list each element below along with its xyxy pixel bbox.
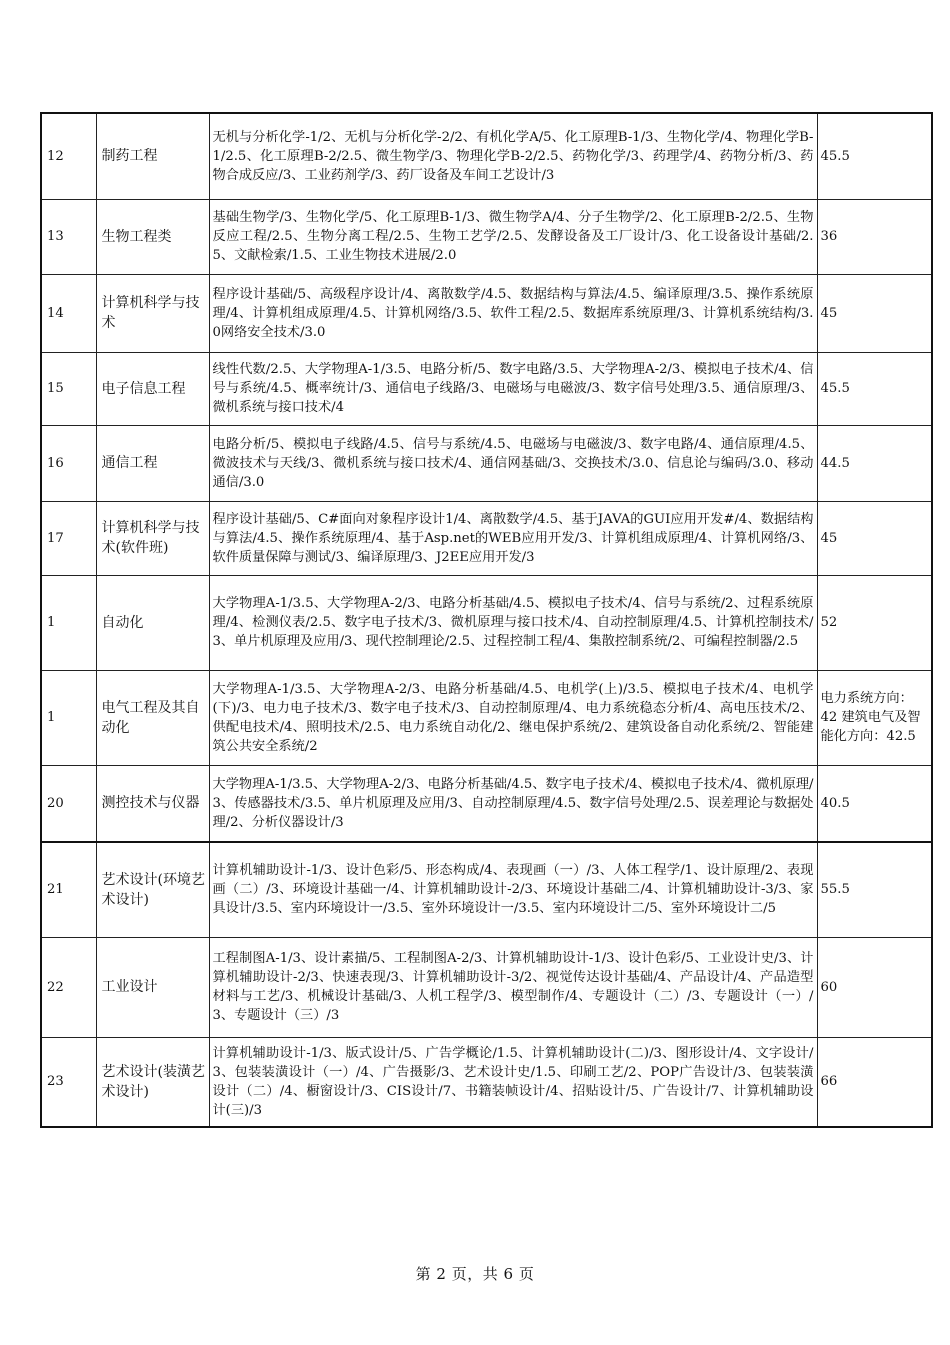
total-credits: 52 bbox=[817, 575, 932, 670]
total-credits: 66 bbox=[817, 1037, 932, 1127]
table-row bbox=[41, 670, 932, 765]
course-list: 程序设计基础/5、高级程序设计/4、离散数学/4.5、数据结构与算法/4.5、编译原理/3.5、操作系统原理/4、计算机组成原理/4.5、计算机网络/3.5、软件工程/2.5、数据库系统原理/3、计算机系统结构/3.0网络安全技术/3.0 bbox=[209, 274, 817, 352]
course-table bbox=[40, 112, 933, 1128]
major-name: 通信工程 bbox=[96, 425, 209, 501]
table-row bbox=[41, 113, 932, 199]
total-credits: 40.5 bbox=[817, 765, 932, 842]
course-list: 计算机辅助设计-1/3、设计色彩/5、形态构成/4、表现画（一）/3、人体工程学/1、设计原理/2、表现画（二）/3、环境设计基础一/4、计算机辅助设计-2/3、环境设计基础二/4、计算机辅助设计-3/3、家具设计/3.5、室内环境设计一/3.5、室外环境设计一/3.5、室内环境设计二/5、室外环境设计二/5 bbox=[209, 842, 817, 937]
total-credits: 45 bbox=[817, 274, 932, 352]
page-footer: 第 2 页，共 6 页 bbox=[415, 1265, 535, 1283]
major-name: 电子信息工程 bbox=[96, 352, 209, 425]
course-list: 大学物理A-1/3.5、大学物理A-2/3、电路分析基础/4.5、模拟电子技术/4、信号与系统/2、过程系统原理/4、检测仪表/2.5、数字电子技术/3、微机原理与接口技术/4、自动控制原理/4.5、计算机控制技术/3、单片机原理及应用/3、现代控制理论/2.5、过程控制工程/4、集散控制系统/2、可编程控制器/2.5 bbox=[209, 575, 817, 670]
course-list: 电路分析/5、模拟电子线路/4.5、信号与系统/4.5、电磁场与电磁波/3、数字电路/4、通信原理/4.5、微波技术与天线/3、微机系统与接口技术/4、通信网基础/3、交换技术/3.0、信息论与编码/3.0、移动通信/3.0 bbox=[209, 425, 817, 501]
major-name: 艺术设计(装潢艺术设计) bbox=[96, 1037, 209, 1127]
total-credits: 55.5 bbox=[817, 842, 932, 937]
table-row bbox=[41, 842, 932, 937]
total-credits: 45.5 bbox=[817, 352, 932, 425]
course-list: 大学物理A-1/3.5、大学物理A-2/3、电路分析基础/4.5、电机学(上)/3.5、模拟电子技术/4、电机学(下)/3、电力电子技术/3、数字电子技术/3、自动控制原理/4、电力系统稳态分析/4、高电压技术/2、供配电技术/4、照明技术/2.5、电力系统自动化/2、继电保护系统/2、建筑设备自动化系统/2、智能建筑公共安全系统/2 bbox=[209, 670, 817, 765]
major-name: 工业设计 bbox=[96, 937, 209, 1037]
row-number: 16 bbox=[41, 425, 96, 501]
total-credits: 45 bbox=[817, 501, 932, 575]
course-list: 工程制图A-1/3、设计素描/5、工程制图A-2/3、计算机辅助设计-1/3、设计色彩/5、工业设计史/3、计算机辅助设计-2/3、快速表现/3、计算机辅助设计-3/2、视觉传达设计基础/4、产品设计/4、产品造型材料与工艺/3、机械设计基础/3、人机工程学/3、模型制作/4、专题设计（二）/3、专题设计（一）/3、专题设计（三）/3 bbox=[209, 937, 817, 1037]
table-row bbox=[41, 1037, 932, 1127]
total-credits: 60 bbox=[817, 937, 932, 1037]
major-name: 艺术设计(环境艺术设计) bbox=[96, 842, 209, 937]
major-name: 生物工程类 bbox=[96, 199, 209, 274]
table-row bbox=[41, 352, 932, 425]
table-row bbox=[41, 501, 932, 575]
course-list: 计算机辅助设计-1/3、版式设计/5、广告学概论/1.5、计算机辅助设计(二)/3、图形设计/4、文字设计/3、包装装潢设计（一）/4、广告摄影/3、艺术设计史/1.5、印刷工艺/2、POP广告设计/3、包装装潢设计（二）/4、橱窗设计/3、CIS设计/7、书籍装帧设计/4、招贴设计/5、广告设计/7、计算机辅助设计(三)/3 bbox=[209, 1037, 817, 1127]
table-row bbox=[41, 425, 932, 501]
course-list: 大学物理A-1/3.5、大学物理A-2/3、电路分析基础/4.5、数字电子技术/4、模拟电子技术/4、微机原理/3、传感器技术/3.5、单片机原理及应用/3、自动控制原理/4.5、数字信号处理/2.5、误差理论与数据处理/2、分析仪器设计/3 bbox=[209, 765, 817, 842]
row-number: 1 bbox=[41, 670, 96, 765]
row-number: 20 bbox=[41, 765, 96, 842]
total-credits: 44.5 bbox=[817, 425, 932, 501]
row-number: 23 bbox=[41, 1037, 96, 1127]
total-credits: 电力系统方向：42 建筑电气及智能化方向：42.5 bbox=[817, 670, 932, 765]
course-list: 无机与分析化学-1/2、无机与分析化学-2/2、有机化学A/5、化工原理B-1/3、生物化学/4、物理化学B-1/2.5、化工原理B-2/2.5、微生物学/3、物理化学B-2/2.5、药物化学/3、药理学/4、药物分析/3、药物合成反应/3、工业药剂学/3、药厂设备及车间工艺设计/3 bbox=[209, 113, 817, 199]
row-number: 17 bbox=[41, 501, 96, 575]
table-row bbox=[41, 765, 932, 842]
table-row bbox=[41, 575, 932, 670]
course-list: 线性代数/2.5、大学物理A-1/3.5、电路分析/5、数字电路/3.5、大学物理A-2/3、模拟电子技术/4、信号与系统/4.5、概率统计/3、通信电子线路/3、电磁场与电磁波/3、数字信号处理/3.5、通信原理/3、微机系统与接口技术/4 bbox=[209, 352, 817, 425]
major-name: 计算机科学与技术(软件班) bbox=[96, 501, 209, 575]
major-name: 测控技术与仪器 bbox=[96, 765, 209, 842]
course-list: 基础生物学/3、生物化学/5、化工原理B-1/3、微生物学A/4、分子生物学/2、化工原理B-2/2.5、生物反应工程/2.5、生物分离工程/2.5、生物工艺学/2.5、发酵设备及工厂设计/3、化工设备设计基础/2.5、文献检索/1.5、工业生物技术进展/2.0 bbox=[209, 199, 817, 274]
table-row bbox=[41, 274, 932, 352]
row-number: 12 bbox=[41, 113, 96, 199]
major-name: 制药工程 bbox=[96, 113, 209, 199]
table-row bbox=[41, 199, 932, 274]
row-number: 13 bbox=[41, 199, 96, 274]
major-name: 自动化 bbox=[96, 575, 209, 670]
major-name: 电气工程及其自动化 bbox=[96, 670, 209, 765]
row-number: 21 bbox=[41, 842, 96, 937]
course-list: 程序设计基础/5、C#面向对象程序设计1/4、离散数学/4.5、基于JAVA的GUI应用开发#/4、数据结构与算法/4.5、操作系统原理/4、基于Asp.net的WEB应用开发/3、计算机组成原理/4、计算机网络/3、软件质量保障与测试/3、编译原理/3、J2EE应用开发/3 bbox=[209, 501, 817, 575]
row-number: 14 bbox=[41, 274, 96, 352]
table-row bbox=[41, 937, 932, 1037]
row-number: 22 bbox=[41, 937, 96, 1037]
total-credits: 36 bbox=[817, 199, 932, 274]
row-number: 15 bbox=[41, 352, 96, 425]
total-credits: 45.5 bbox=[817, 113, 932, 199]
row-number: 1 bbox=[41, 575, 96, 670]
major-name: 计算机科学与技术 bbox=[96, 274, 209, 352]
